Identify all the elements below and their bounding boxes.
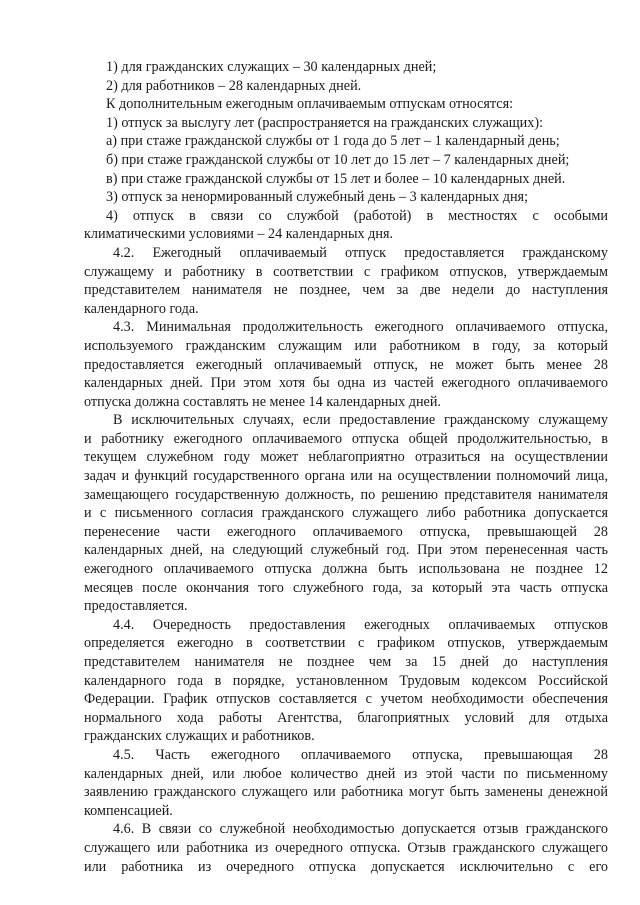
text-line: или работника из очередного отпуска допускается исключительно с его (84, 858, 608, 875)
text-line: 1) для гражданских служащих – 30 календарных дней; (106, 59, 437, 75)
document-body (84, 58, 608, 876)
text-line: перенесение части ежегодного оплачиваемого отпуска, превышающей 28 (84, 523, 608, 540)
text-line: месяцев после окончания того служебного года, за который эта часть отпуска (84, 579, 608, 596)
text-line: календарных дней, или любое количество дней из этой части по письменному (84, 765, 608, 782)
text-line: служащего или работника из очередного отпуска. Отзыв гражданского служащего (84, 839, 608, 856)
text-line: и с письменного согласия гражданского служащего либо работника допускается (84, 505, 608, 522)
text-line: календарного года. (84, 300, 199, 317)
text-line: гражданских служащих и работников. (84, 728, 315, 745)
text-line: климатическими условиями – 24 календарных дня. (84, 226, 394, 243)
text-line: текущем служебном году может неблагоприятно отразиться на осуществлении (84, 449, 608, 466)
text-line: а) при стаже гражданской службы от 1 года до 5 лет – 1 календарный день; (106, 133, 560, 150)
text-line: и работнику ежегодного оплачиваемого отпуска общей продолжительностью, в (84, 430, 608, 447)
text-line: компенсацией. (84, 802, 173, 819)
text-line: б) при стаже гражданской службы от 10 лет до 15 лет – 7 календарных дней; (106, 151, 570, 168)
text-line: 4.3. Минимальная продолжительность ежегодного оплачиваемого отпуска, (113, 319, 608, 336)
text-line: предоставляется ежегодный оплачиваемый отпуск, не может быть менее 28 (84, 356, 608, 373)
text-line: 1) отпуск за выслугу лет (распространяется на гражданских служащих): (106, 114, 544, 131)
text-line: отпуска должна составлять не менее 14 календарных дней. (84, 393, 441, 410)
text-line: 4) отпуск в связи со службой (работой) в местностях с особыми (106, 207, 608, 224)
text-line: представителем нанимателя не позднее, чем за две недели до наступления (84, 282, 608, 299)
text-line: нормального хода работы Агентства, благоприятных условий для отдыха (84, 709, 608, 726)
text-line: в) при стаже гражданской службы от 15 лет и более – 10 календарных дней. (106, 170, 566, 187)
text-line: В исключительных случаях, если предоставление гражданскому служащему (113, 412, 608, 429)
text-line: 4.4. Очередность предоставления ежегодных оплачиваемых отпусков (113, 616, 608, 633)
text-line: представителем нанимателя не позднее чем за 15 дней до наступления (84, 654, 608, 670)
text-line: определяется ежегодно в соответствии с графиком отпусков, утверждаемым (84, 635, 608, 652)
text-line: замещающего государственную должность, по решению представителя нанимателя (84, 486, 608, 503)
text-line: ежегодного оплачиваемого отпуска должна быть использована не позднее 12 (84, 561, 608, 578)
text-line: задач и функций государственного органа или на осуществлении полномочий лица, (84, 468, 608, 485)
text-line: заявлению гражданского служащего или работника могут быть заменены денежной (84, 784, 608, 801)
text-line: календарного года в порядке, установленном Трудовым кодексом Российской (84, 672, 608, 689)
text-line: 4.2. Ежегодный оплачиваемый отпуск предоставляется гражданскому (113, 244, 608, 261)
text-line: предоставляется. (84, 598, 188, 615)
text-line: 4.6. В связи со служебной необходимостью допускается отзыв гражданского (113, 821, 608, 838)
text-line: 4.5. Часть ежегодного оплачиваемого отпуска, превышающая 28 (113, 746, 608, 763)
text-line: Федерации. График отпусков составляется с учетом необходимости обеспечения (84, 691, 608, 708)
text-line: календарных дней. При этом хотя бы одна из частей ежегодного оплачиваемого (84, 375, 608, 392)
text-line: используемого гражданским служащим или работником в году, за который (84, 337, 608, 354)
text-line: К дополнительным ежегодным оплачиваемым отпускам относятся: (106, 96, 514, 113)
text-line: служащему и работнику в соответствии с графиком отпусков, утверждаемым (84, 263, 608, 280)
text-line: 2) для работников – 28 календарных дней. (106, 77, 362, 94)
text-line: календарных дней, на следующий служебный год. При этом перенесенная часть (84, 542, 608, 559)
text-line: 3) отпуск за ненормированный служебный день – 3 календарных дня; (106, 189, 529, 206)
